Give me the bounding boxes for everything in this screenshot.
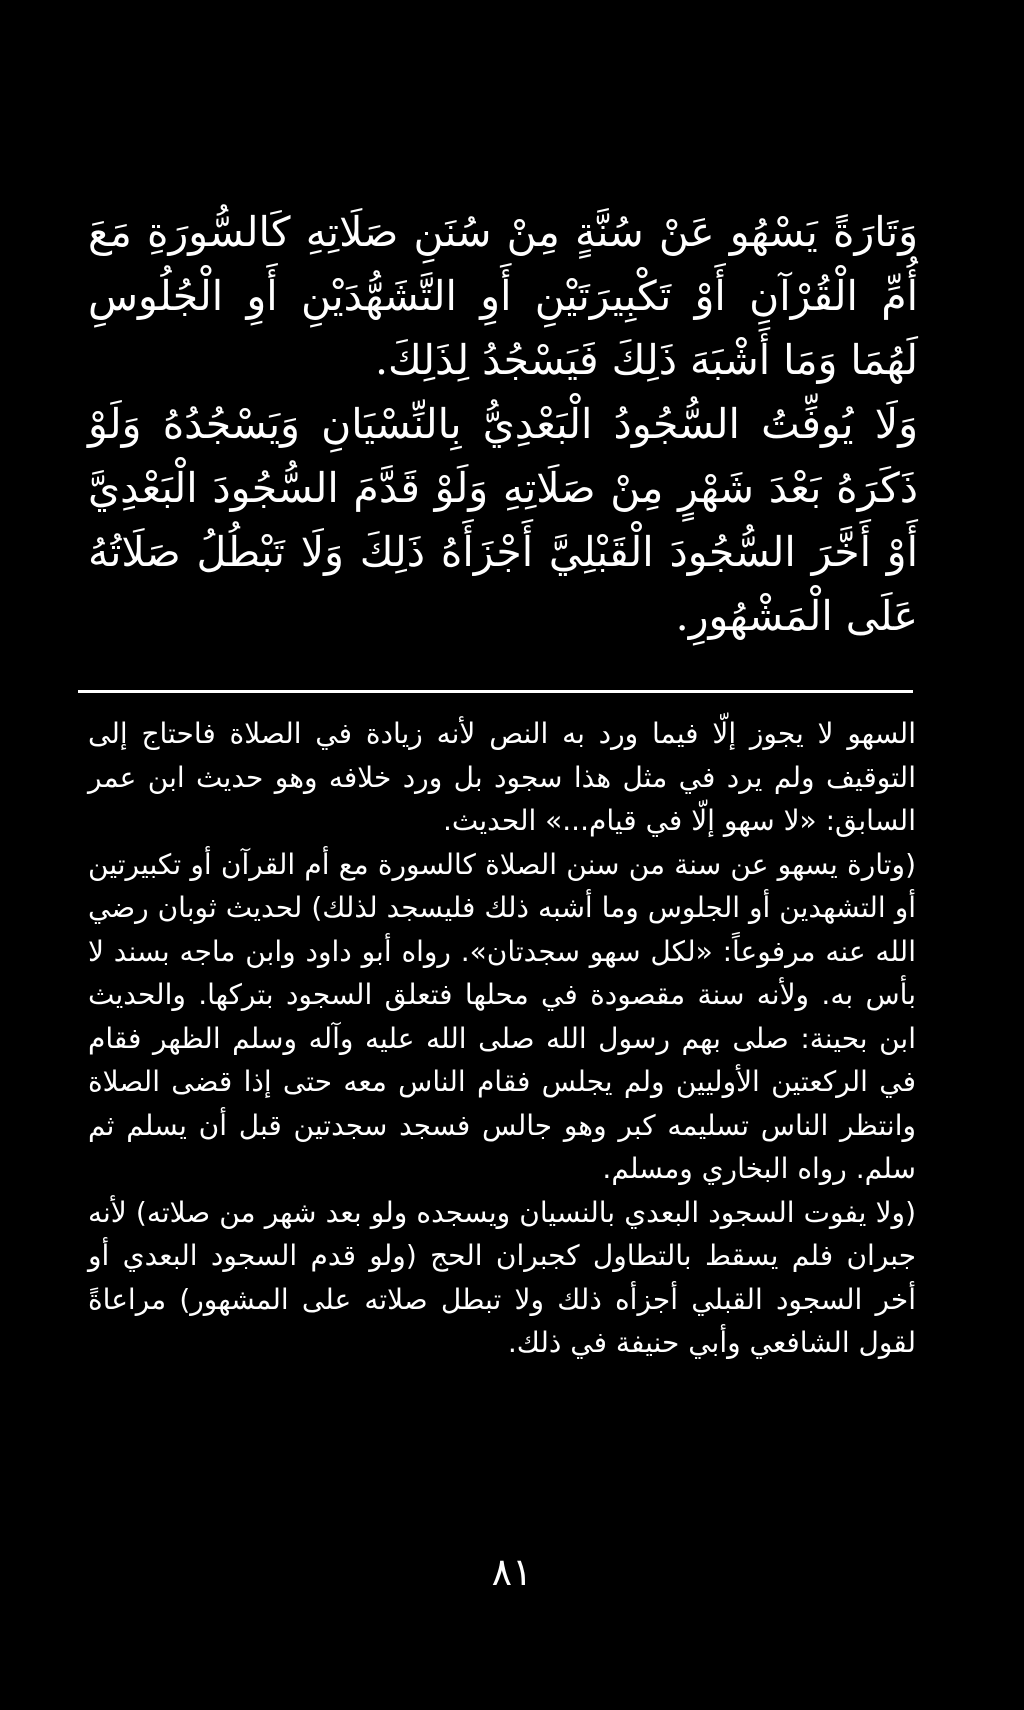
footnotes-block — [88, 712, 916, 1365]
main-paragraph: وَلَا يُوفِّتُ السُّجُودُ الْبَعْدِيُّ بِالنِّسْيَانِ وَيَسْجُدُهُ وَلَوْ ذَكَرَهُ بَعْدَ شَهْرٍ مِنْ صَلَاتِهِ وَلَوْ قَدَّمَ السُّجُودَ الْبَعْدِيَّ أَوْ أَخَّرَ السُّجُودَ الْقَبْلِيَّ أَجْزَأَهُ ذَلِكَ وَلَا تَبْطُلُ صَلَاتُهُ عَلَى الْمَشْهُورِ. — [88, 400, 918, 640]
footnote-paragraph: (ولا يفوت السجود البعدي بالنسيان ويسجده ولو بعد شهر من صلاته) لأنه جبران فلم يسقط بالتطاول كجبران الحج (ولو قدم السجود البعدي أو أخر السجود القبلي أجزأه ذلك ولا تبطل صلاته على المشهور) مراعاةً لقول الشافعي وأبي حنيفة في ذلك. — [88, 1195, 916, 1359]
main-text-block — [88, 200, 918, 648]
footnote-divider — [78, 690, 913, 693]
main-paragraph: وَتَارَةً يَسْهُو عَنْ سُنَّةٍ مِنْ سُنَنِ صَلَاتِهِ كَالسُّورَةِ مَعَ أُمِّ الْقُرْآنِ أَوْ تَكْبِيرَتَيْنِ أَوِ التَّشَهُّدَيْنِ أَوِ الْجُلُوسِ لَهُمَا وَمَا أَشْبَهَ ذَلِكَ فَيَسْجُدُ لِذَلِكَ. — [88, 208, 918, 384]
footnote-paragraph: السهو لا يجوز إلّا فيما ورد به النص لأنه زيادة في الصلاة فاحتاج إلى التوقيف ولم يرد في مثل هذا سجود بل ورد خلافه وهو حديث ابن عمر السابق: «لا سهو إلّا في قيام...» الحديث. — [88, 717, 916, 837]
footnote-paragraph: (وتارة يسهو عن سنة من سنن الصلاة كالسورة مع أم القرآن أو تكبيرتين أو التشهدين أو الجلوس وما أشبه ذلك فليسجد لذلك) لحديث ثوبان رضي الله عنه مرفوعاً: «لكل سهو سجدتان». رواه أبو داود وابن ماجه بسند لا بأس به. ولأنه سنة مقصودة في محلها فتعلق السجود بتركها. والحديث ابن بحينة: صلى بهم رسول الله صلى الله عليه وآله وسلم الظهر فقام في الركعتين الأوليين ولم يجلس فقام الناس معه حتى إذا قضى الصلاة وانتظر الناس تسليمه كبر وهو جالس فسجد سجدتين قبل أن يسلم ثم سلم. رواه البخاري ومسلم. — [88, 847, 916, 1185]
page-number: ٨١ — [491, 1550, 533, 1594]
